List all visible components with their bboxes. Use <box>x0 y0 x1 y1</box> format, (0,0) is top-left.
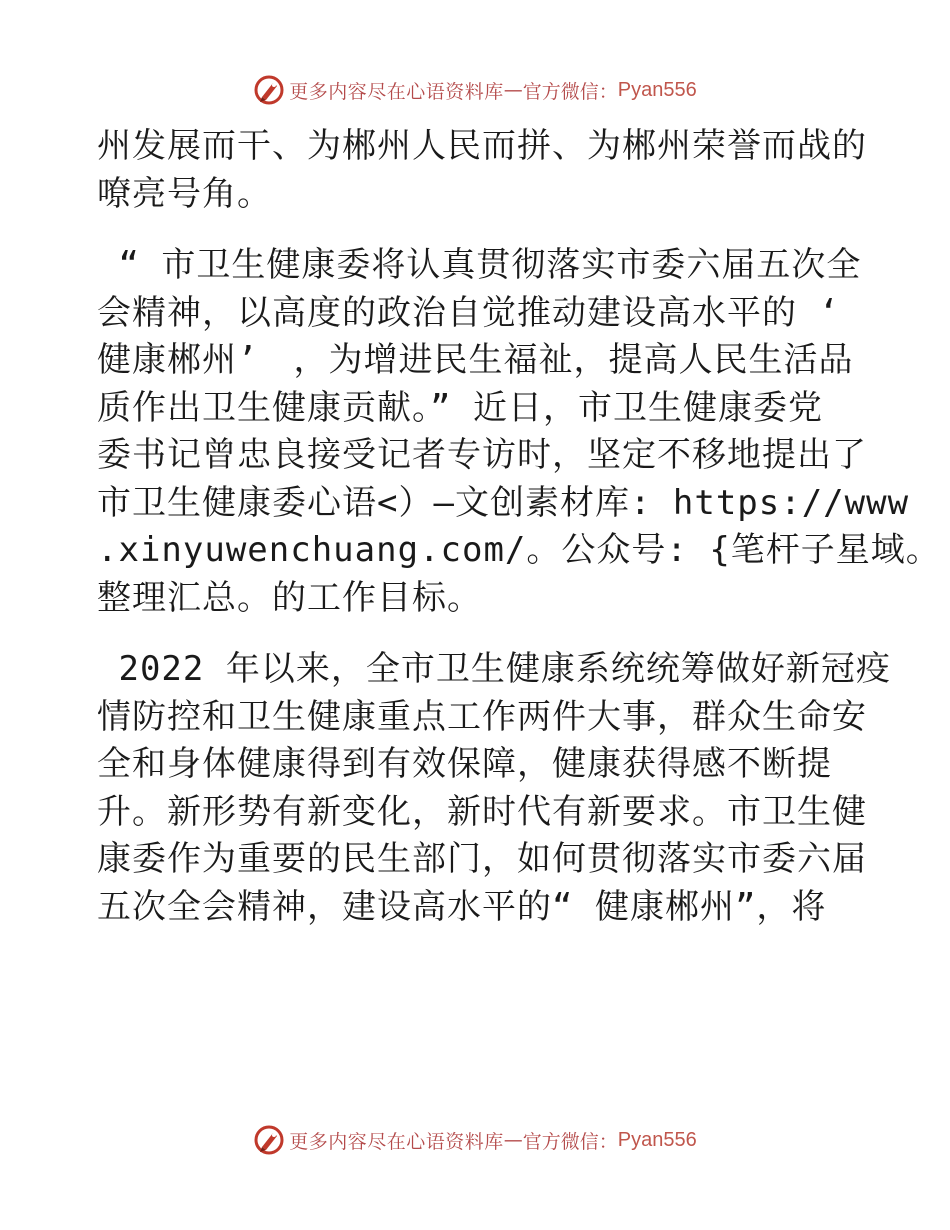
paragraph-1 <box>97 123 867 218</box>
text-line: 情防控和卫生健康重点工作两件大事，群众生命安 <box>97 696 867 737</box>
banner-separator: — <box>503 79 523 101</box>
footer-banner[interactable] <box>0 1120 950 1160</box>
text-line: 康委作为重要的民生部门，如何贯彻落实市委六届 <box>97 839 867 879</box>
text-line: 健康郴州’ ，为增进民生福祉，提高人民生活品 <box>97 340 854 380</box>
pen-logo-icon <box>253 1124 285 1156</box>
text-line: 质作出卫生健康贡献。” 近日，市卫生健康委党 <box>97 387 823 428</box>
banner-separator: — <box>503 1129 523 1151</box>
text-line-link[interactable]: 市卫生健康委心语<）—文创素材库: https://www <box>97 482 910 523</box>
banner-text: 更多内容尽在心语资料库 <box>289 1130 504 1153</box>
text-line: 整理汇总。的工作目标。 <box>97 577 482 618</box>
text-line: 全和身体健康得到有效保障，健康获得感不断提 <box>97 744 832 784</box>
banner-wechat-label: 官方微信： <box>522 1130 618 1153</box>
text-line: 会精神，以高度的政治自觉推动建设高水平的 ‘ <box>97 292 840 333</box>
body-text <box>97 123 941 931</box>
banner-wechat-id: Pyan556 <box>617 78 697 101</box>
text-line: 2022 年以来，全市卫生健康系统统筹做好新冠疫 <box>97 649 891 689</box>
paragraph-2 <box>97 242 941 622</box>
text-line: 升。新形势有新变化，新时代有新要求。市卫生健 <box>97 791 867 832</box>
pen-logo-icon <box>253 74 285 106</box>
text-line: 五次全会精神，建设高水平的“ 健康郴州”，将 <box>97 886 827 927</box>
text-line: 嘹亮号角。 <box>97 173 272 214</box>
banner-wechat-id: Pyan556 <box>617 1128 697 1151</box>
header-banner[interactable] <box>0 70 950 110</box>
banner-text: 更多内容尽在心语资料库 <box>289 80 504 103</box>
text-line: “ 市卫生健康委将认真贯彻落实市委六届五次全 <box>97 245 862 285</box>
text-line: 委书记曾忠良接受记者专访时，坚定不移地提出了 <box>97 435 867 475</box>
text-line: 州发展而干、为郴州人民而拼、为郴州荣誉而战的 <box>97 126 867 166</box>
paragraph-3 <box>97 646 891 931</box>
text-line-link[interactable]: .xinyuwenchuang.com/。公众号: {笔杆子星域。 <box>97 530 941 570</box>
banner-wechat-label: 官方微信： <box>522 80 618 103</box>
